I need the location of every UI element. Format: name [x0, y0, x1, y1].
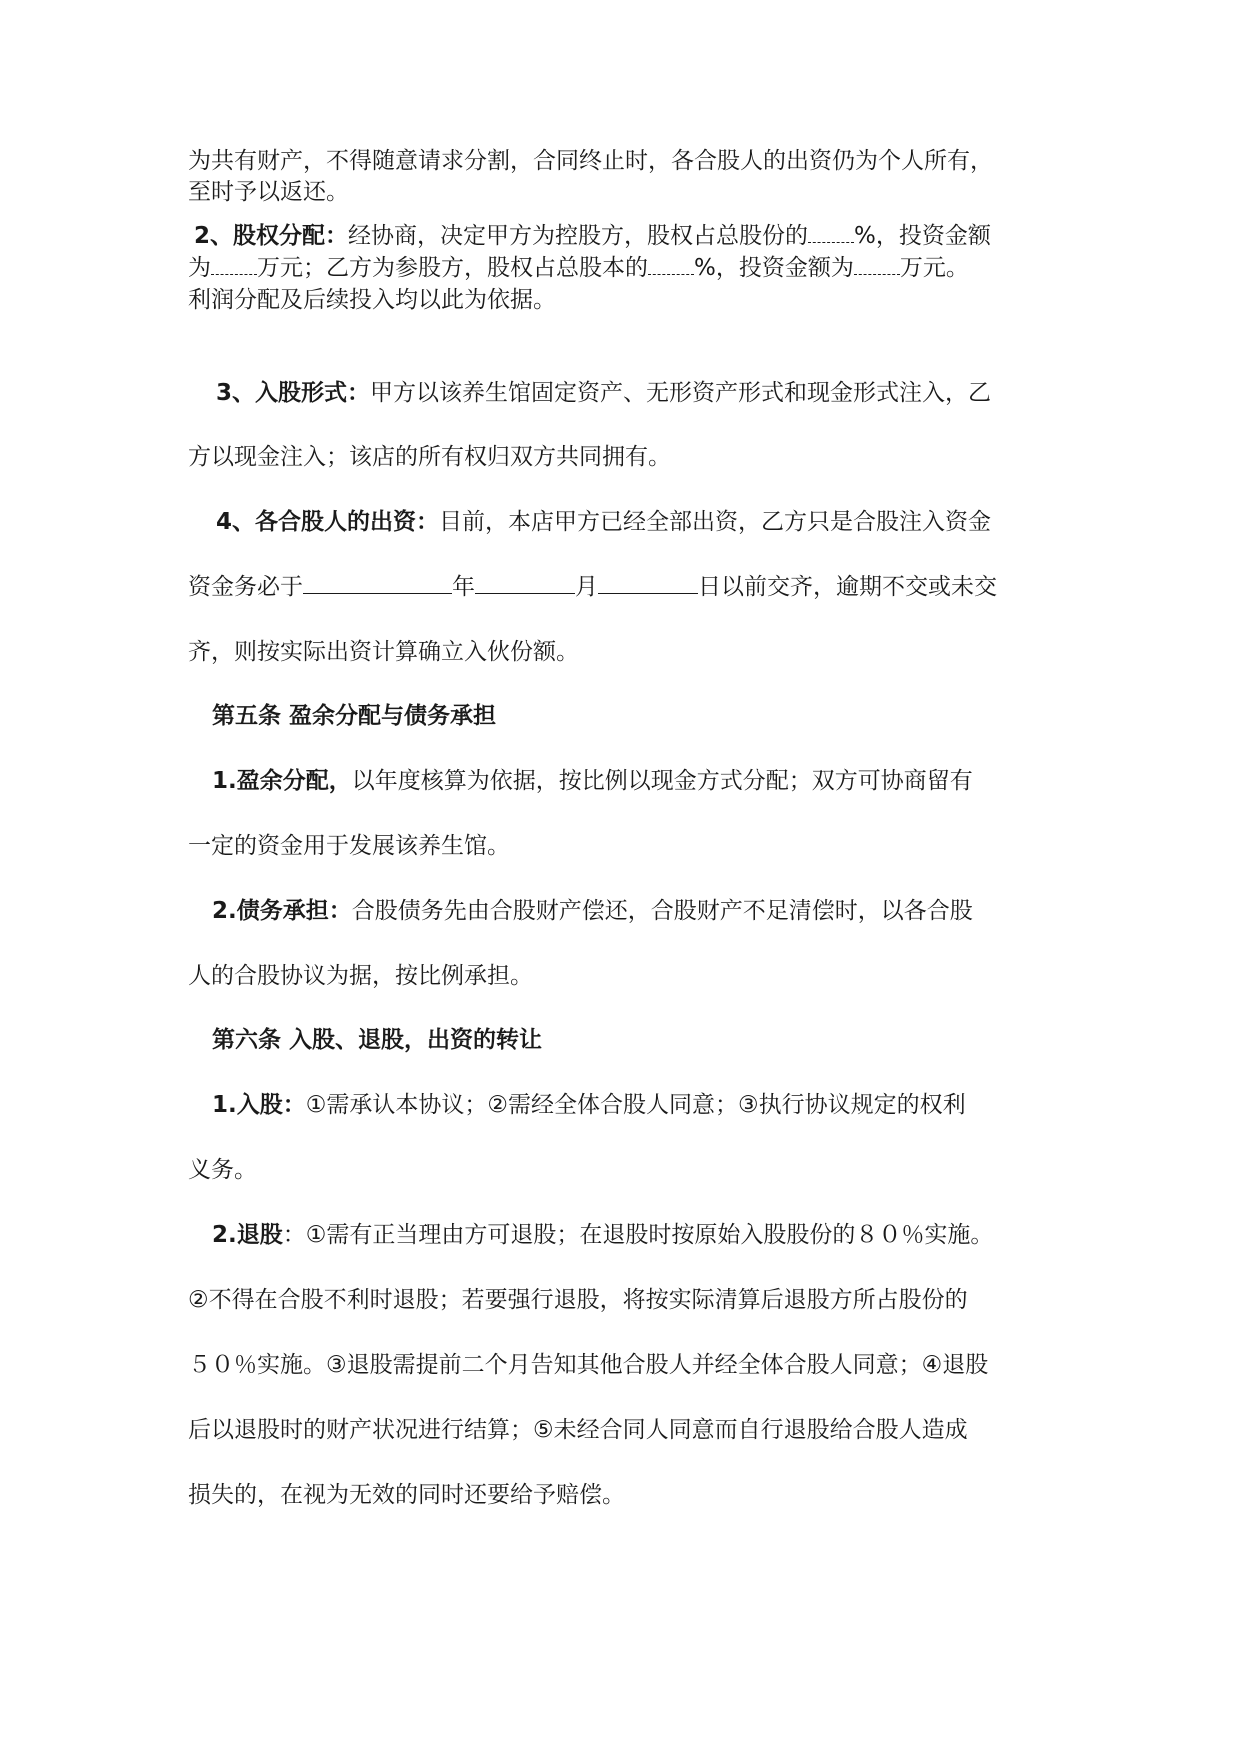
- p2-text-2c: %，投资金额为: [694, 255, 854, 281]
- p4-heading: 4、各合股人的出资: [216, 509, 417, 535]
- art5-item1-heading: 1.盈余分配: [212, 768, 329, 794]
- p4-text-2a: 资金务必于: [188, 574, 303, 600]
- p3-heading: 3、入股形式: [216, 380, 348, 406]
- art6-item1-heading: 1.入股: [212, 1092, 283, 1118]
- p2-heading: 2、股权分配: [194, 223, 326, 249]
- art5-item1-comma: ，: [328, 768, 352, 794]
- p2-heading-colon: ：: [325, 223, 349, 249]
- article-5-title: 第五条 盈余分配与债务承担: [212, 703, 497, 729]
- art5-item2-text-1: 合股债务先由合股财产偿还，合股财产不足清偿时，以各合股: [351, 898, 973, 924]
- p4-text-2c: 月: [575, 574, 598, 600]
- art6-item2-heading: 2.退股: [212, 1222, 283, 1248]
- art6-item1-text-1: ①需承认本协议；②需经全体合股人同意；③执行协议规定的权利: [305, 1092, 966, 1118]
- art6-item1-colon: ：: [282, 1092, 306, 1118]
- p3-heading-colon: ：: [347, 380, 371, 406]
- art5-item2-line-2: 人的合股协议为据，按比例承担。: [188, 963, 533, 989]
- p4-text-2d: 日以前交齐，逾期不交或未交: [698, 574, 997, 600]
- art6-item2-text-1: ：①需有正当理由方可退股；在退股时按原始入股股份的８０％实施。: [282, 1222, 994, 1248]
- art6-item2-line-4: 后以退股时的财产状况进行结算；⑤未经合同人同意而自行退股给合股人造成: [188, 1417, 968, 1443]
- p4-text-1: 目前，本店甲方已经全部出资，乙方只是合股注入资金: [439, 509, 992, 535]
- p2-text-2d: 万元。: [899, 255, 969, 281]
- p2-text-1a: 经协商，决定甲方为控股方，股权占总股份的: [348, 223, 809, 249]
- art5-item2-colon: ：: [328, 898, 352, 924]
- art5-item1-line-1: [212, 765, 1092, 797]
- art6-item2-line-2: ②不得在合股不利时退股；若要强行退股，将按实际清算后退股方所占股份的: [188, 1287, 968, 1313]
- blank-month: [475, 571, 575, 594]
- art5-item2-heading: 2.债务承担: [212, 898, 329, 924]
- art6-item2-line-5: 损失的，在视为无效的同时还要给予赔偿。: [188, 1482, 625, 1508]
- p3-line-2: 方以现金注入；该店的所有权归双方共同拥有。: [188, 444, 671, 470]
- art6-item1-line-1: [212, 1089, 1092, 1121]
- p2-text-1b: %，投资金额: [854, 223, 991, 249]
- blank-day: [598, 571, 698, 594]
- blank-share-b: [648, 252, 694, 275]
- p4-text-2b: 年: [452, 574, 475, 600]
- article-6-title: 第六条 入股、退股，出资的转让: [212, 1027, 543, 1053]
- art6-item2-line-1: [212, 1219, 1092, 1251]
- art6-item2-line-3: ５０％实施。③退股需提前二个月告知其他合股人并经全体合股人同意；④退股: [188, 1352, 989, 1378]
- p2-text-2b: 万元；乙方为参股方，股权占总股本的: [257, 255, 648, 281]
- p2-line-2: [188, 252, 1068, 284]
- blank-amount-a: [211, 252, 257, 275]
- art5-item1-line-2: 一定的资金用于发展该养生馆。: [188, 833, 510, 859]
- p3-line-1: [216, 377, 1096, 409]
- p4-line-3: 齐，则按实际出资计算确立入伙份额。: [188, 639, 579, 665]
- p2-line-1: [194, 220, 1074, 252]
- blank-year: [303, 571, 452, 594]
- p2-line-3: 利润分配及后续投入均以此为依据。: [188, 287, 556, 313]
- p4-line-2: [188, 571, 1068, 603]
- p1-line-2: 至时予以返还。: [188, 179, 349, 205]
- art6-item1-line-2: 义务。: [188, 1157, 257, 1183]
- art5-item2-line-1: [212, 895, 1092, 927]
- blank-amount-b: [854, 252, 900, 275]
- p4-line-1: [216, 506, 1096, 538]
- blank-share-a: [808, 220, 854, 243]
- p2-text-2a: 为: [188, 255, 211, 281]
- art5-item1-text-1: 以年度核算为依据，按比例以现金方式分配；双方可协商留有: [351, 768, 973, 794]
- p3-text-1: 甲方以该养生馆固定资产、无形资产形式和现金形式注入，乙: [370, 380, 992, 406]
- p1-line-1: 为共有财产，不得随意请求分割，合同终止时，各合股人的出资仍为个人所有，: [188, 148, 993, 174]
- p4-heading-colon: ：: [416, 509, 440, 535]
